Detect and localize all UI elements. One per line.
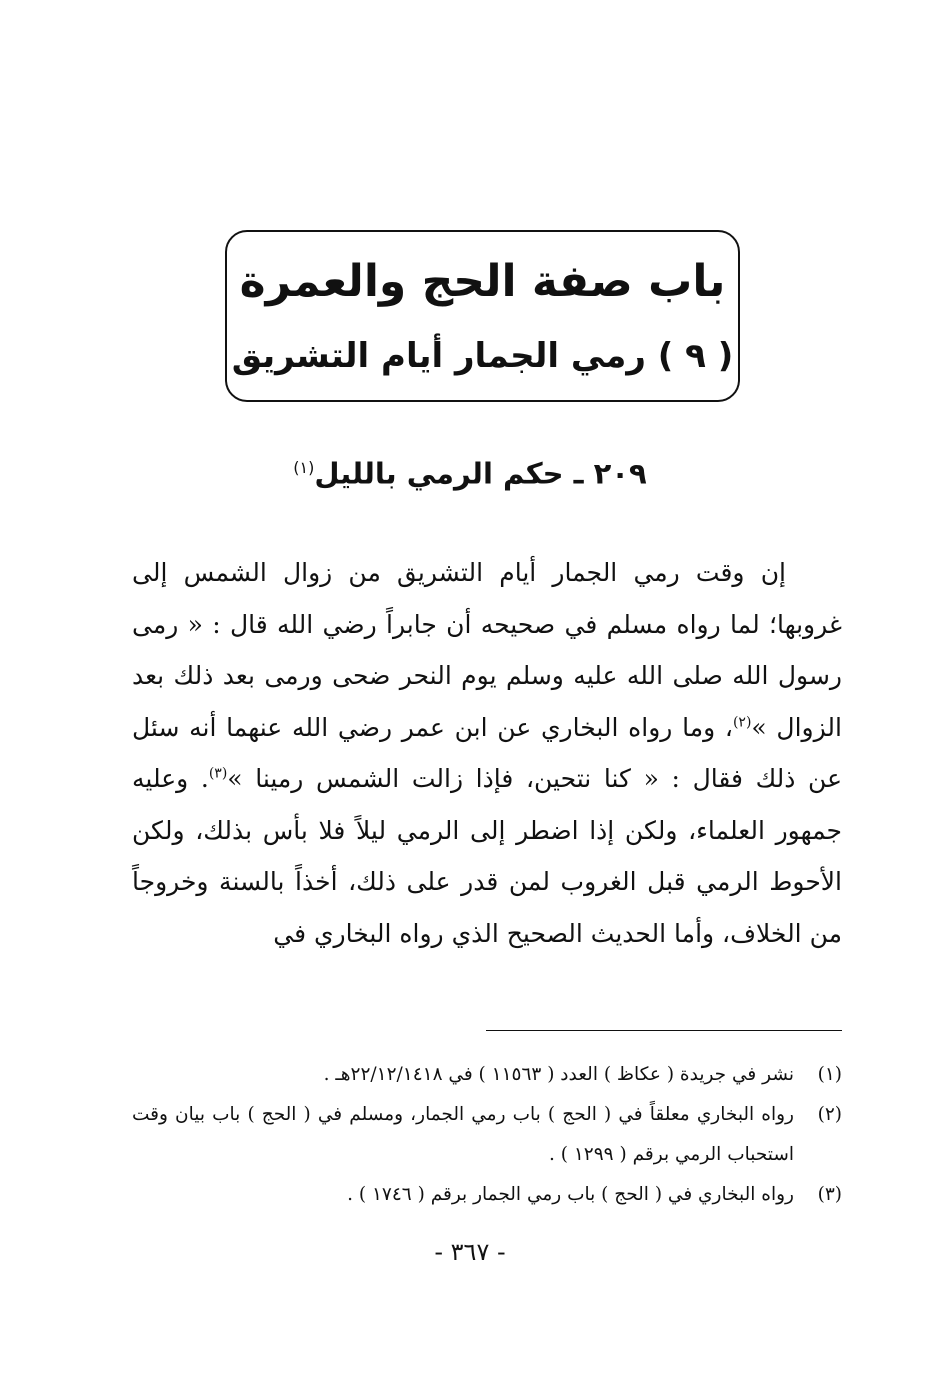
chapter-title-box	[225, 230, 740, 402]
footnote-text: رواه البخاري معلقاً في ( الحج ) باب رمي الجمار، ومسلم في ( الحج ) باب بيان وقت استحباب الرمي برقم ( ١٢٩٩ ) .	[132, 1104, 794, 1165]
body-paragraph	[132, 547, 842, 959]
body-text-part-3: . وعليه جمهور العلماء، ولكن إذا اضطر إلى الرمي ليلاً فلا بأس بذلك، ولكن الأحوط الرمي قبل الغروب لمن قدر على ذلك، أخذاً بالسنة وخروجاً من الخلاف، وأما الحديث الصحيح الذي رواه البخاري في	[132, 764, 842, 948]
section-heading	[140, 440, 800, 502]
chapter-title: باب صفة الحج والعمرة	[239, 256, 726, 307]
footnote-marker-2: (٢)	[732, 714, 752, 731]
body-text-part-1: إن وقت رمي الجمار أيام التشريق من زوال الشمس إلى غروبها؛ لما رواه مسلم في صحيحه أن جابراً رضي الله قال : « رمى رسول الله صلى الله عليه وسلم يوم النحر ضحى ورمى بعد ذلك بعد الزوال »	[132, 558, 842, 742]
footnote-text: رواه البخاري في ( الحج ) باب رمي الجمار برقم ( ١٧٤٦ ) .	[347, 1184, 794, 1205]
body-text-part-2: ، وما رواه البخاري عن ابن عمر رضي الله عنهما أنه سئل عن ذلك فقال : « كنا نتحين، فإذا زالت الشمس رمينا »	[132, 712, 842, 793]
footnote-text: نشر في جريدة ( عكاظ ) العدد ( ١١٥٦٣ ) في ٢٢/١٢/١٤١٨هـ .	[323, 1064, 794, 1085]
chapter-subtitle: ( ٩ ) رمي الجمار أيام التشريق	[231, 336, 734, 376]
footnote-marker-1: (١)	[293, 458, 315, 477]
footnote-number: (١)	[817, 1064, 842, 1085]
section-heading-text: ٢٠٩ ـ حكم الرمي بالليل	[314, 456, 647, 491]
page-number: - ٣٦٧ -	[434, 1238, 506, 1266]
footnote-number: (٢)	[817, 1104, 842, 1125]
footnote-3	[132, 1175, 842, 1215]
footnote-2	[132, 1095, 842, 1175]
footnotes	[132, 1055, 842, 1215]
footnote-1	[132, 1055, 842, 1095]
footnote-marker-3: (٣)	[208, 765, 228, 782]
footnote-number: (٣)	[817, 1184, 842, 1205]
footnote-separator	[486, 1030, 842, 1031]
